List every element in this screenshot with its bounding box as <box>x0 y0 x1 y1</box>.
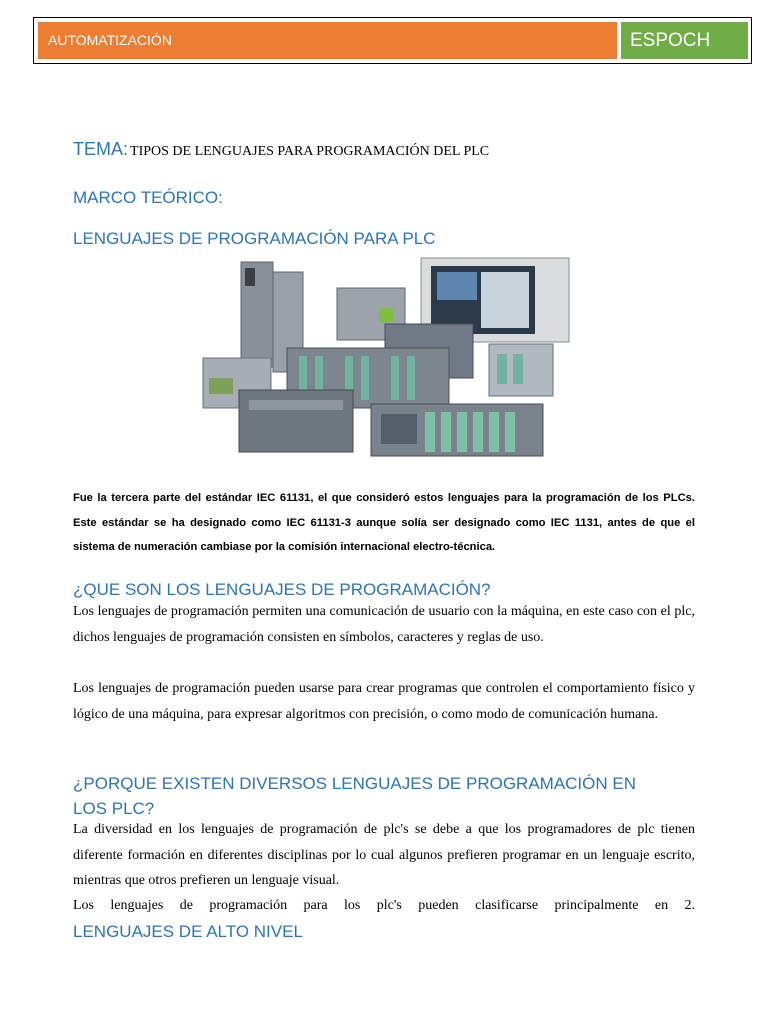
why-diverse-languages-paragraph-2: Los lenguajes de programación para los plc's pueden clasificarse principalmente en 2. <box>73 898 695 913</box>
why-diverse-languages-paragraph-1: La diversidad en los lenguajes de programación de plc's se debe a que los programadores de plc tienen diferente formación en diferentes disciplinas por lo cual algunos prefieren programar en un lenguaje escrito, mientras que otros prefieren un lenguaje visual. <box>73 822 695 888</box>
page-header <box>33 17 752 64</box>
why-diverse-languages-heading: ¿PORQUE EXISTEN DIVERSOS LENGUAJES DE PROGRAMACIÓN EN LOS PLC? <box>73 774 636 818</box>
topic-text: TIPOS DE LENGUAJES PARA PROGRAMACIÓN DEL PLC <box>130 144 490 159</box>
theoretical-framework-heading: MARCO TEÓRICO: <box>73 188 223 207</box>
plc-hardware-image <box>195 254 579 459</box>
intro-paragraph: Fue la tercera parte del estándar IEC 61131, el que consideró estos lenguajes para la programación de los PLCs. Este estándar se ha designado como IEC 61131-3 aunque solía ser designado como IEC 1131, antes de que el sistema de numeración cambiase por la comisión internacional electro-técnica. <box>73 492 695 553</box>
high-level-languages-heading: LENGUAJES DE ALTO NIVEL <box>73 922 303 941</box>
what-are-languages-paragraph-2: Los lenguajes de programación pueden usarse para crear programas que controlen el comportamiento físico y lógico de una máquina, para expresar algoritmos con precisión, o como modo de comunicación humana. <box>73 681 695 722</box>
header-institution-label: ESPOCH <box>621 22 748 59</box>
header-course-label: AUTOMATIZACIÓN <box>38 22 617 59</box>
topic-label: TEMA: <box>73 139 129 159</box>
what-are-languages-paragraph-1: Los lenguajes de programación permiten una comunicación de usuario con la máquina, en este caso con el plc, dichos lenguajes de programación consisten en símbolos, caracteres y reglas de uso. <box>73 604 695 645</box>
topic-heading <box>73 139 489 160</box>
plc-languages-heading: LENGUAJES DE PROGRAMACIÓN PARA PLC <box>73 229 436 248</box>
what-are-languages-heading: ¿QUE SON LOS LENGUAJES DE PROGRAMACIÓN? <box>73 580 491 599</box>
